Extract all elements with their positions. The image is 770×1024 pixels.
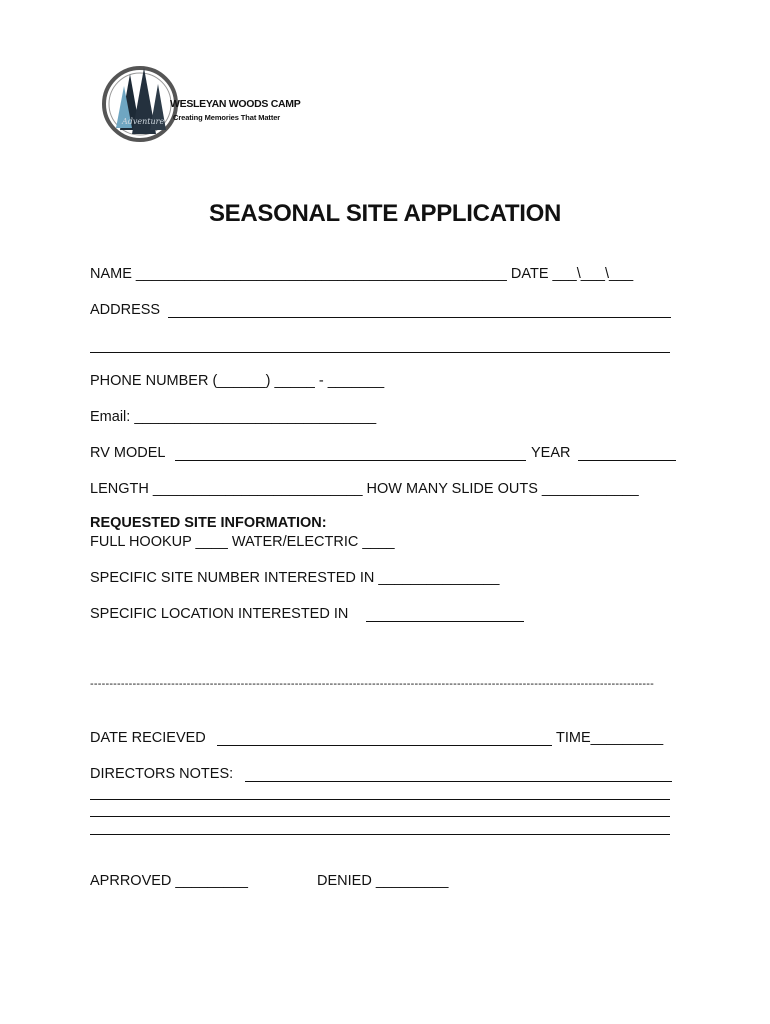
email-field[interactable]: Email: ______________________________: [90, 409, 377, 425]
directors-notes-label: DIRECTORS NOTES:: [90, 766, 234, 782]
name-date-field[interactable]: NAME ______________________________________________ DATE ___\___\___: [90, 266, 634, 282]
page-title: SEASONAL SITE APPLICATION: [208, 200, 562, 227]
requested-site-heading: REQUESTED SITE INFORMATION:: [90, 515, 327, 531]
location-line[interactable]: [366, 621, 524, 622]
phone-field[interactable]: PHONE NUMBER (______) _____ - _______: [90, 373, 385, 389]
directors-notes-line-2[interactable]: [90, 799, 670, 800]
location-label: SPECIFIC LOCATION INTERESTED IN: [90, 606, 349, 622]
hookup-field[interactable]: FULL HOOKUP ____ WATER/ELECTRIC ____: [90, 534, 395, 550]
address-label: ADDRESS: [90, 302, 161, 318]
address-line-1[interactable]: [168, 317, 671, 318]
directors-notes-line-3[interactable]: [90, 816, 670, 817]
date-received-label: DATE RECIEVED: [90, 730, 206, 746]
date-received-line[interactable]: [217, 745, 552, 746]
year-label: YEAR: [531, 445, 571, 461]
logo-name: WESLEYAN WOODS CAMP: [170, 98, 301, 110]
address-line-2[interactable]: [90, 352, 670, 353]
time-field[interactable]: TIME_________: [556, 730, 664, 746]
site-number-field[interactable]: SPECIFIC SITE NUMBER INTERESTED IN _______________: [90, 570, 500, 586]
cut-line-separator: --------------------------------------------------------------------------------------------------------------------------------------------------: [90, 678, 655, 690]
denied-field[interactable]: DENIED _________: [317, 873, 449, 889]
length-slideouts-field[interactable]: LENGTH __________________________ HOW MANY SLIDE OUTS ____________: [90, 481, 639, 497]
logo-tagline: Creating Memories That Matter: [173, 113, 281, 122]
rv-model-label: RV MODEL: [90, 445, 166, 461]
directors-notes-line-1[interactable]: [245, 781, 672, 782]
logo-script-text: Adventure: [122, 117, 165, 126]
year-line[interactable]: [578, 460, 676, 461]
camp-logo: [100, 58, 330, 158]
approved-field[interactable]: APRROVED _________: [90, 873, 248, 889]
rv-model-line[interactable]: [175, 460, 526, 461]
directors-notes-line-4[interactable]: [90, 834, 670, 835]
